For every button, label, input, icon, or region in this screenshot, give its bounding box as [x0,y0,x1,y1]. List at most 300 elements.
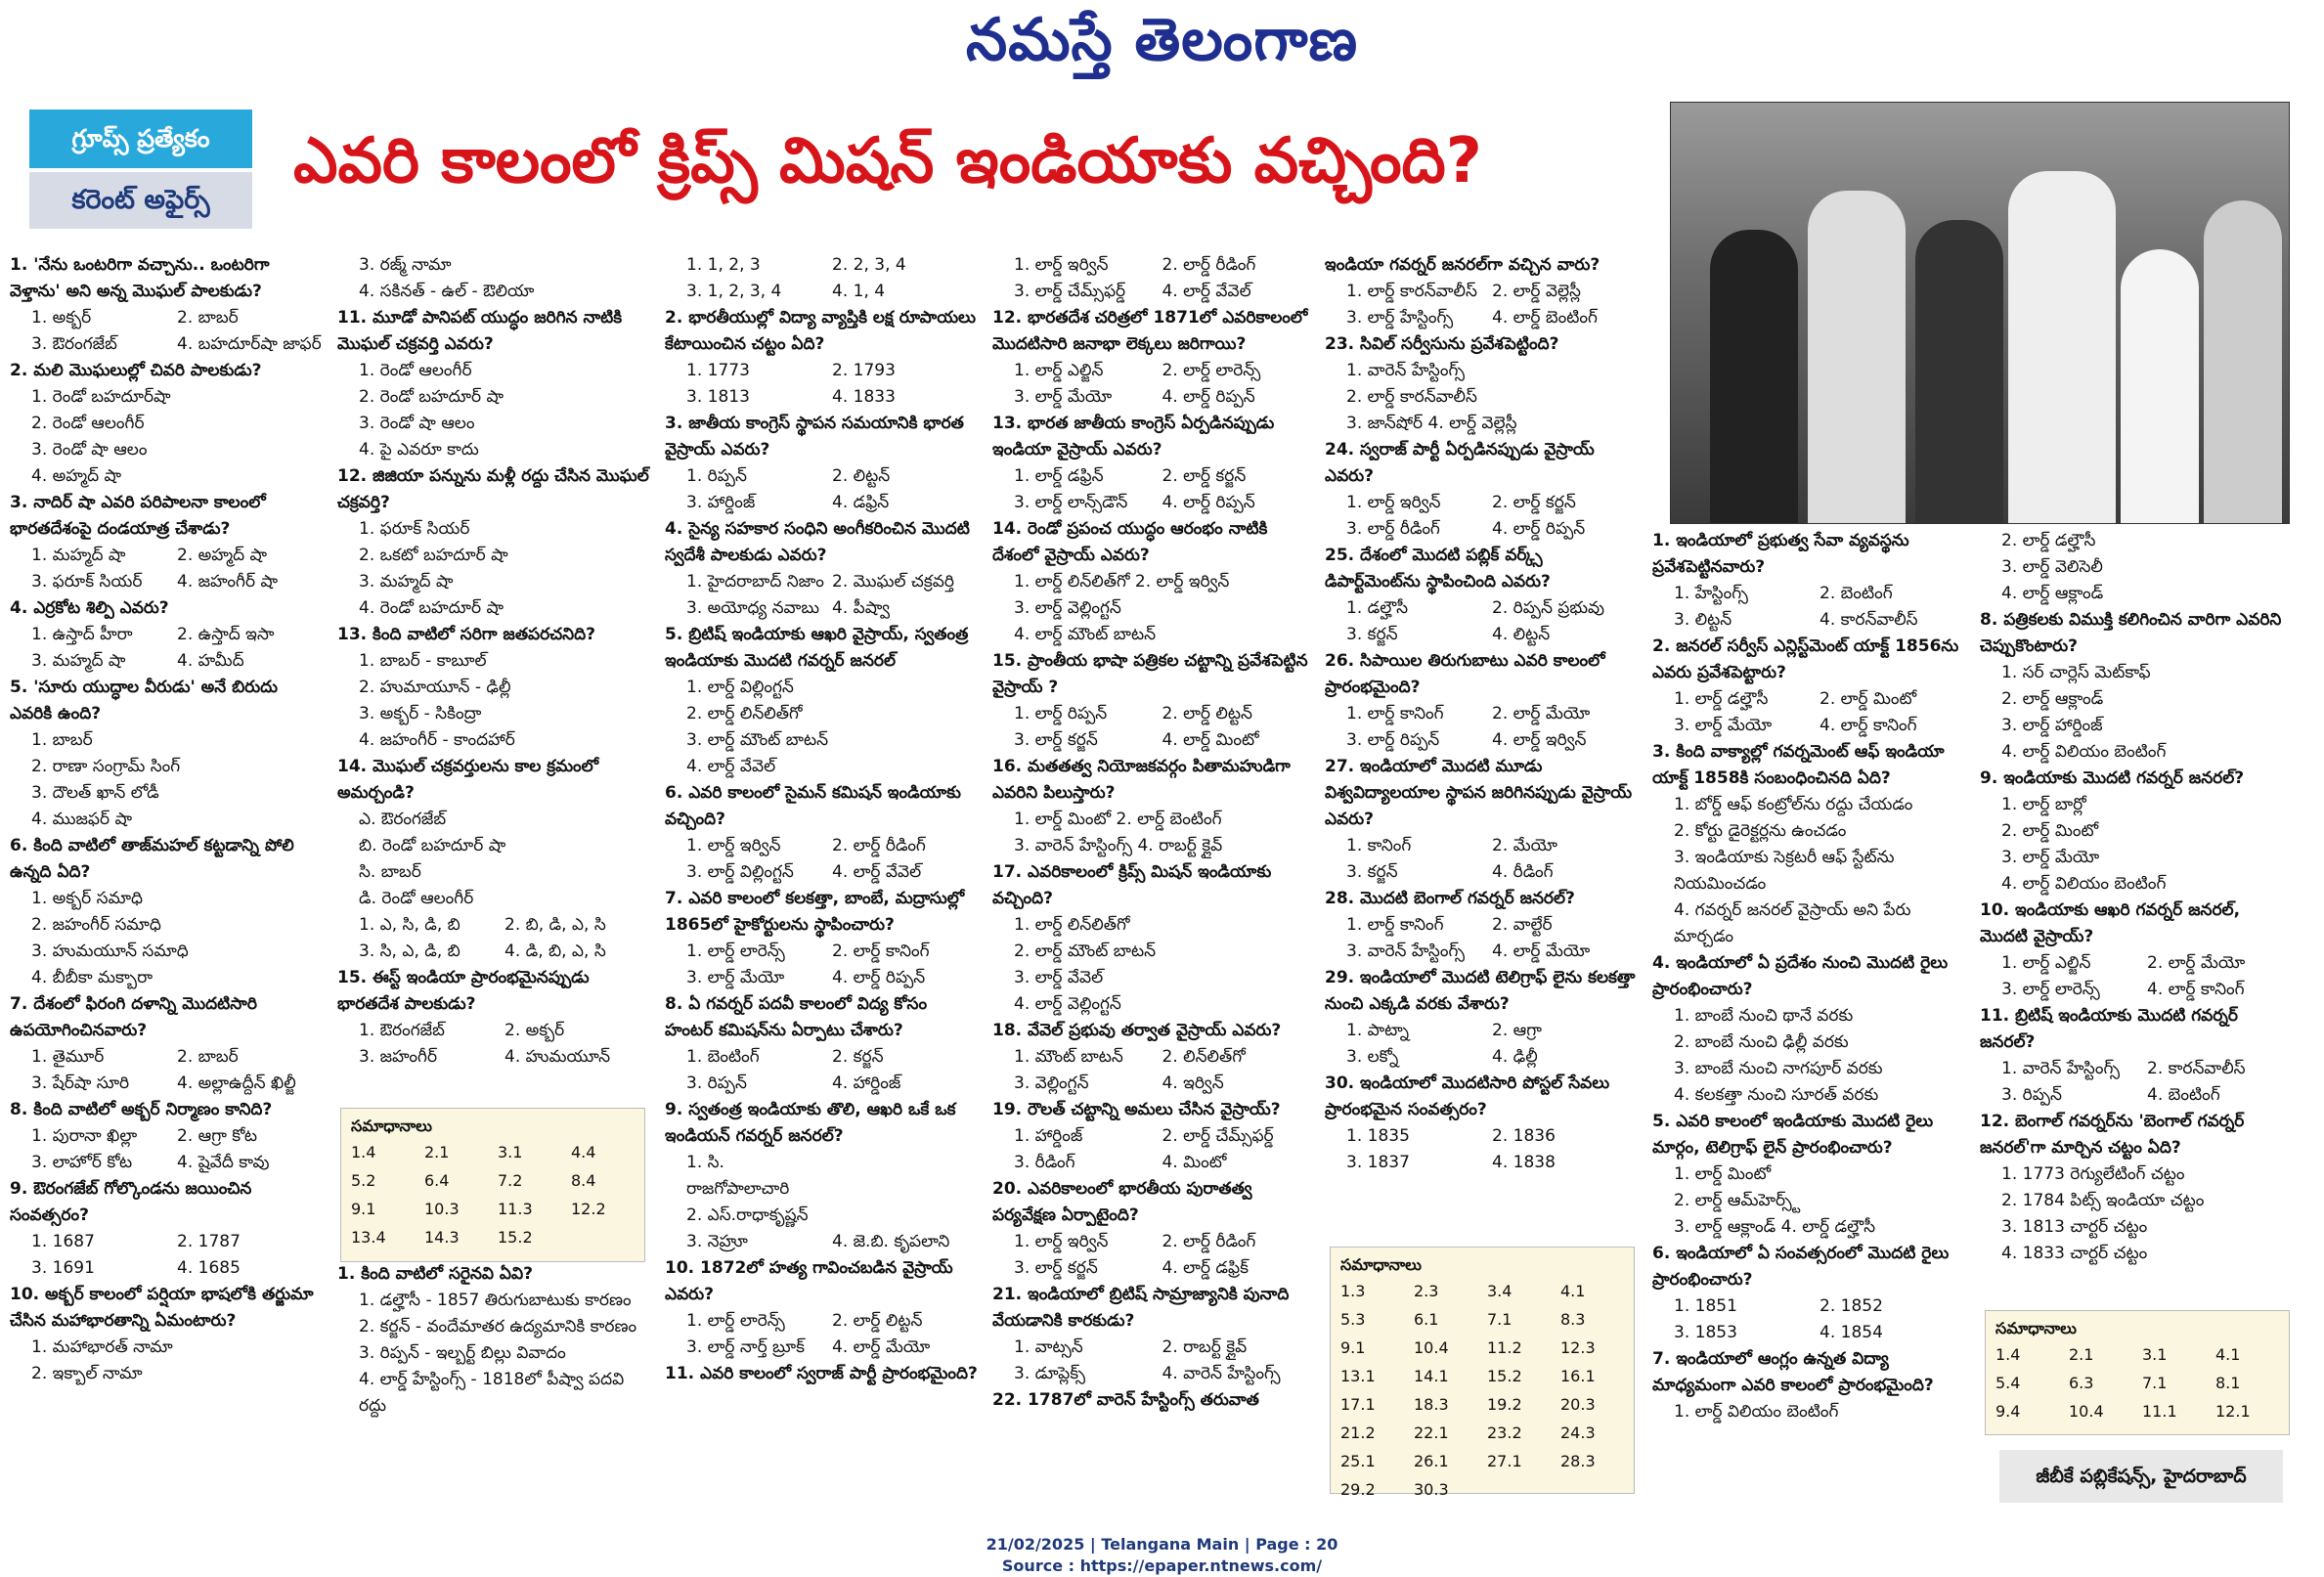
question-column-4 [992,252,1310,1523]
option: 4. లార్డ్ విలియం బెంటింగ్ [2001,874,2167,894]
option: 3. ఫరూక్ సియర్ [31,572,143,591]
option: 1. ఎ, సి, డి, బి [359,915,460,935]
option: 3. లార్డ్ కర్జన్ [1014,1258,1098,1278]
option: 2. లార్డ్ రీడింగ్ [1162,255,1256,275]
option: 3. లార్డ్ కర్జన్ [1014,730,1098,750]
answer-cell: 14.3 [424,1228,460,1247]
question-item [337,912,650,965]
option: 2. 1787 [177,1232,241,1251]
option: 1. హార్డింజ్ [1014,1126,1083,1146]
question-item [992,859,1310,1018]
question-text: 26. సిపాయిల తిరుగుబాటు ఎవరి కాలంలో ప్రారంభమైంది? [1325,651,1605,697]
option: 2. ఒకటో బహదూర్ షా [359,546,508,565]
option: 4. డి, బి, ఎ, సి [504,942,606,961]
option: 2. లిట్టన్ [832,466,891,486]
option: 4. 1833 చార్టర్ చట్టం [2001,1244,2148,1263]
option: 1. లార్డ్ రిప్పన్ [1014,704,1108,723]
option [832,1203,978,1229]
answer-cell: 18.3 [1414,1395,1449,1414]
question-text: 20. ఎవరికాలంలో భారతీయ పురాతత్వ పర్యవేక్షణ ఏర్పాటైంది? [992,1179,1252,1225]
option: 2. లార్డ్ రీడింగ్ [1162,1232,1256,1251]
question-item [337,305,650,463]
option: 3. లార్డ్ మేయో [2001,848,2100,867]
question-item [10,991,323,1097]
question-column-3 [665,252,978,1523]
option: 3. లార్డ్ మేయో [1014,387,1113,407]
question-text: 5. 'సూరు యుద్ధాల వీరుడు' అనే బిరుదు ఎవరికి ఉంది? [10,678,279,723]
answer-cell: 5.3 [1340,1310,1366,1329]
question-item [10,675,323,833]
option: 1. లార్డ్ కారన్‌వాలీస్ [1346,282,1477,301]
answer-cell: 28.3 [1560,1452,1596,1470]
option: 4. ఇర్విన్ [1162,1073,1224,1093]
option: 2. కోర్టు డైరెక్టర్లను ఉంచడం [1674,821,1847,841]
answer-cell: 10.3 [424,1200,460,1218]
question-text: 19. రౌలత్ చట్టాన్ని అమలు చేసిన వైస్రాయ్? [992,1100,1281,1119]
option: 1. లార్డ్ ఇర్విన్ [1014,255,1109,275]
option: 4. లార్డ్ రిప్పన్ [1162,387,1255,407]
question-text: 28. మొదటి బెంగాల్ గవర్నర్ జనరల్? [1325,889,1575,908]
answer-cell: 9.4 [1995,1402,2021,1421]
option: 3. లార్డ్ హార్డింజ్ [2001,716,2103,735]
option: 1. హైదరాబాద్ నిజాం [686,572,824,591]
option: 1. లార్డ్ విలియం బెంటింగ్ [1674,1402,1839,1422]
question-item [992,516,1310,648]
answer-cell: 4.4 [571,1143,596,1161]
answer-cell: 12.1 [2215,1402,2251,1421]
option: 2. అక్బర్ [504,1021,565,1040]
question-item [1652,528,1965,634]
option: 4. లార్డ్ మౌంట్ బాటన్ [1014,625,1157,644]
question-text: 25. దేశంలో మొదటి పబ్లిక్ వర్క్స్ డిపార్ట్‌మెంట్‌ను స్థాపించింది ఎవరు? [1325,546,1551,591]
answer-cell: 23.2 [1487,1424,1522,1442]
question-column-6 [1652,528,1965,1523]
option: 4. బీబీకా మక్బారా [31,968,153,987]
answer-cell: 15.2 [1487,1367,1522,1385]
question-text: 17. ఎవరికాలంలో క్రిప్స్ మిషన్ ఇండియాకు వచ్చింది? [992,862,1272,908]
option: 4. సకినత్ - ఉల్ - ఔలియా [359,282,535,301]
question-item [665,1097,978,1255]
option: 4. లార్డ్ వేవెల్ [1162,282,1251,301]
question-text: 11. బ్రిటిష్ ఇండియాకు మొదటి గవర్నర్ జనరల్? [1980,1006,2238,1052]
option: 3. లక్నో [1346,1047,1399,1067]
option: 3. జాన్‌షోర్ 4. లార్డ్ వెల్లెస్లీ [1346,414,1517,433]
question-item [1325,543,1638,648]
option: 4. లార్డ్ మింటో [1162,730,1259,750]
option: 3. వెల్లింగ్టన్ [1014,1073,1089,1093]
question-text: 11. మూడో పానిపట్ యుద్ధం జరిగిన నాటికి మొఘల్ చక్రవర్తి ఎవరు? [337,308,623,354]
option: 3. అక్బర్ - సికింద్రా [359,704,482,723]
option: 4. మింటో [1162,1153,1227,1172]
option: 2. లార్డ్ మేయో [1492,704,1591,723]
answer-cell: 30.3 [1414,1480,1449,1499]
option: 1. లార్డ్ డల్హౌసీ [1674,689,1769,709]
option: 1. బోర్డ్ ఆఫ్ కంట్రోల్‌ను రద్దు చేయడం [1674,795,1913,814]
option: 1. లార్డ్ డఫ్రిన్ [1014,466,1104,486]
option: 2. 1784 పిట్స్ ఇండియా చట్టం [2001,1191,2205,1210]
option: 2. బి, డి, ఎ, సి [504,915,606,935]
option: 1. లార్డ్ లిన్‌లిత్‌గో [1014,915,1130,935]
question-text: 1. కింది వాటిలో సరైనవి ఏవి? [337,1264,533,1284]
option: 3. లార్డ్ వేవెల్ [1014,968,1104,987]
question-item [665,1361,978,1387]
question-item [665,622,978,780]
option: 2. లార్డ్ లిట్టన్ [1162,704,1252,723]
question-text: 9. ఔరంగజేబ్ గోల్కొండను జయించిన సంవత్సరం? [10,1179,252,1225]
option: 1. 1773 రెగ్యులేటింగ్ చట్టం [2001,1164,2185,1184]
option: 1. వారెన్ హేస్టింగ్స్ [1346,361,1466,380]
question-text: 13. కింది వాటిలో సరిగా జతపరచనిది? [337,625,595,644]
question-item [1980,607,2293,766]
option: 4. 1, 4 [832,282,886,301]
question-text: 14. మొఘల్ చక్రవర్తులను కాల క్రమంలో అమర్చండి? [337,757,599,803]
answer-cell: 11.2 [1487,1338,1522,1357]
answer-cell: 8.3 [1560,1310,1586,1329]
option: 4. లార్డ్ డఫ్రిక్ [1162,1258,1249,1278]
option: 2. ఇక్బాల్ నామా [31,1364,143,1383]
question-text: 7. దేశంలో ఫిరంగి దళాన్ని మొదటిసారి ఉపయోగించినవారు? [10,994,257,1040]
option: 4. పై ఎవరూ కాదు [359,440,479,460]
option: 1. లార్డ్ ఇర్విన్ [686,836,781,855]
option: 3. లార్డ్ లాన్స్‌డౌన్ [1014,493,1128,512]
footer-source-line: Source : https://epaper.ntnews.com/ [1001,1556,1323,1575]
option: 2. 1793 [832,361,896,380]
option: 2. మొఘల్ చక్రవర్తి [832,572,954,591]
answer-cell: 8.4 [571,1171,596,1190]
question-item [1980,766,2293,898]
option: 1. మహాభారత్ నామా [31,1337,173,1357]
option: 2. బాంబే నుంచి ఢిల్లీ వరకు [1674,1032,1849,1052]
option: 2. ఆగ్రా [1492,1021,1542,1040]
question-text: 10. 1872లో హత్య గావించబడిన వైస్రాయ్ ఎవరు? [665,1258,953,1304]
question-item [665,1255,978,1361]
option: 1. బాబర్ - కాబూల్ [359,651,487,671]
option: 3. లార్డ్ ఆక్లాండ్ 4. లార్డ్ డల్హౌసీ [1674,1217,1876,1237]
answer-cell: 21.2 [1340,1424,1376,1442]
question-text: 3. జాతీయ కాంగ్రెస్ స్థాపన సమయానికి భారత వైస్రాయ్ ఎవరు? [665,414,964,460]
option: 1. డల్హౌసీ - 1857 తిరుగుబాటుకు కారణం [359,1291,632,1310]
option: 4. రెండో బహదూర్ షా [359,598,504,618]
question-text: 5. బ్రిటిష్ ఇండియాకు ఆఖరి వైస్రాయ్, స్వతంత్ర ఇండియాకు మొదటి గవర్నర్ జనరల్ [665,625,969,671]
question-text: 10. అక్బర్ కాలంలో పర్షియా భాషలోకి తర్జుమా చేసిన మహాభారతాన్ని ఏమంటారు? [10,1285,314,1331]
answer-cell: 5.2 [351,1171,376,1190]
answer-cell: 7.2 [498,1171,523,1190]
question-item [10,1176,323,1282]
question-text: 29. ఇండియాలో మొదటి టెలిగ్రాఫ్ లైను కలకత్తా నుంచి ఎక్కడి వరకు వేశారు? [1325,968,1636,1014]
option: 4. 1854 [1820,1323,1883,1342]
option: 2. ఆగ్రా కోట [177,1126,257,1146]
option: 3. షేర్‌షా సూరి [31,1073,130,1093]
option: 4. డఫ్రిన్ [832,493,890,512]
question-item [1980,1003,2293,1109]
question-column-5 [1325,252,1638,1240]
question-item [992,1387,1310,1414]
option: 4. కలకత్తా నుంచి సూరత్ వరకు [1674,1085,1879,1105]
option: 3. 1813 [686,387,750,407]
masthead-title: నమస్తే తెలంగాణ [965,6,1359,74]
question-item [10,1097,323,1176]
question-text: 6. కింది వాటిలో తాజ్‌మహల్ కట్టడాన్ని పోలి ఉన్నది ఏది? [10,836,294,882]
option: 3. లిట్టన్ [1674,610,1732,630]
option: 4. షైవేదీ కావు [177,1153,270,1172]
question-item [992,754,1310,859]
answer-cell: 1.4 [351,1143,376,1161]
question-text: 9. స్వతంత్ర ఇండియాకు తొలి, ఆఖరి ఒకే ఒక ఇండియన్ గవర్నర్ జనరల్? [665,1100,956,1146]
answer-cell: 26.1 [1414,1452,1449,1470]
answer-cell: 3.4 [1487,1282,1513,1300]
question-item [337,965,650,1071]
answer-cell: 5.4 [1995,1374,2021,1392]
question-item [665,411,978,516]
question-text: 4. సైన్య సహకార సంధిని అంగీకరించిన మొదటి స్వదేశీ పాలకుడు ఎవరు? [665,519,970,565]
option: 4. లార్డ్ మేయో [1492,942,1591,961]
option: 4. లార్డ్ రిప్పన్ [1492,519,1586,539]
option: 3. లార్డ్ హేస్టింగ్స్ [1346,308,1454,328]
question-text: 7. ఇండియాలో ఆంగ్లం ఉన్నత విద్యా మాధ్యమంగా ఎవరి కాలంలో ప్రారంభమైంది? [1652,1349,1934,1395]
question-text: 8. పత్రికలకు విముక్తి కలిగించిన వారిగా ఎవరిని చెప్పుకొంటారు? [1980,610,2282,656]
question-column-1 [10,252,323,1523]
option: 2. కర్జన్ [832,1047,884,1067]
question-text: 15. ప్రాంతీయ భాషా పత్రికల చట్టాన్ని ప్రవేశపెట్టిన వైస్రాయ్ ? [992,651,1308,697]
option: 2. 1852 [1820,1296,1883,1316]
answer-key-title: సమాధానాలు [351,1117,432,1135]
option: 4. లార్డ్ ఇర్విన్ [1492,730,1587,750]
question-text: 10. ఇండియాకు ఆఖరి గవర్నర్ జనరల్, మొదటి వైస్రాయ్? [1980,900,2241,946]
option: ఎ. ఔరంగజేబ్ [359,810,447,829]
option: బి. రెండో బహదూర్ షా [359,836,506,855]
option: 4. 1685 [177,1258,241,1278]
option: 1. లార్డ్ కానింగ్ [1346,915,1444,935]
option: 1. డల్హౌసీ [1346,598,1409,618]
option: 1. మౌంట్ బాటన్ [1014,1047,1123,1067]
answer-cell: 20.3 [1560,1395,1596,1414]
option: 2. లార్డ్ కానింగ్ [832,942,930,961]
option: 1. లార్డ్ మింటో [1674,1164,1772,1184]
option: 3. నెహ్రూ [686,1232,748,1251]
option: 3. రెండో షా ఆలం [359,414,475,433]
option: 3. వారెన్ హేస్టింగ్స్ 4. రాబర్ట్ క్లైవ్ [1014,836,1223,855]
option: 1. వాట్సన్ [1014,1337,1083,1357]
question-item [1325,252,1638,331]
option: 3. రజ్మ్ నామా [359,255,452,275]
option: 3. రిప్పన్ - ఇల్బర్ట్ బిల్లు వివాదం [359,1343,566,1363]
option: 4. లార్డ్ రిప్పన్ [1162,493,1255,512]
answer-cell: 7.1 [2142,1374,2168,1392]
option: 1. అక్బర్ [31,308,92,328]
option: 1. 1, 2, 3 [686,255,761,275]
question-item [10,1282,323,1387]
option: 2. బెంటింగ్ [1820,584,1893,603]
answer-cell: 11.3 [498,1200,533,1218]
option: 3. 1691 [31,1258,95,1278]
option: 4. లిట్టన్ [1492,625,1551,644]
option: సి. బాబర్ [359,862,421,882]
option: 1. కానింగ్ [1346,836,1412,855]
question-text: 3. కింది వాక్యాల్లో గవర్నమెంట్ ఆఫ్ ఇండియా యాక్ట్ 1858కి సంబంధించినది ఏది? [1652,742,1945,788]
question-item [1980,528,2293,607]
option: 1. లార్డ్ బార్లో [2001,795,2086,814]
option: 4. లార్డ్ వేవెల్ [686,757,776,776]
option: 2. లార్డ్ డల్హౌసీ [2001,531,2096,550]
option: 2. లార్డ్ ఆక్లాండ్ [2001,689,2104,709]
question-text: 11. ఎవరి కాలంలో స్వరాజ్ పార్టీ ప్రారంభమైంది? [665,1364,978,1383]
answer-cell: 16.1 [1560,1367,1596,1385]
question-item [1652,950,1965,1109]
publisher-credit: జీబీకే పబ్లికేషన్స్, హైదరాబాద్ [1999,1450,2283,1503]
option: 4. జహంగీర్ షా [177,572,278,591]
question-text: 4. ఎర్రకోట శిల్పి ఎవరు? [10,598,169,618]
option: 4. జె.బి. కృపలాని [832,1232,950,1251]
option: 1. సి. రాజగోపాలాచారి [686,1153,790,1199]
option: 1. తైమూర్ [31,1047,105,1067]
option: 1. లార్డ్ లారెన్స్ [686,942,785,961]
option: 2. రిప్పన్ ప్రభువు [1492,598,1604,618]
question-column-2 [337,252,650,1083]
option: 1. సర్ చార్లెస్ మెట్‌కాఫ్ [2001,663,2151,682]
question-text: 5. ఎవరి కాలంలో ఇండియాకు మొదటి రైలు మార్గం, టెలిగ్రాఫ్ లైన్ ప్రారంభించారు? [1652,1112,1934,1158]
masthead [0,6,2324,76]
option: 2. లార్డ్ చేమ్స్‌ఫర్డ్ [1162,1126,1274,1146]
option: 1. 1687 [31,1232,95,1251]
option: 4. ముజఫర్ షా [31,810,133,829]
option: 3. సి, ఎ, డి, బి [359,942,460,961]
question-column-7 [1980,528,2293,1310]
option: 2. లార్డ్ కారన్‌వాలీస్ [1346,387,1477,407]
question-text: 1. 'నేను ఒంటరిగా వచ్చాను.. ఒంటరిగా వెళ్తాను' అని అన్న మొఘల్ పాలకుడు? [10,255,270,301]
answer-cell: 25.1 [1340,1452,1376,1470]
question-item [1325,754,1638,886]
headline: ఎవరి కాలంలో క్రిప్స్ మిషన్ ఇండియాకు వచ్చింది? [293,125,1482,197]
option: 4. లార్డ్ విలియం బెంటింగ్ [2001,742,2167,762]
question-item [665,991,978,1097]
answer-cell: 12.3 [1560,1338,1596,1357]
answer-cell: 14.1 [1414,1367,1449,1385]
answer-cell: 7.1 [1487,1310,1513,1329]
option [832,1150,978,1203]
option: 3. ఔరంగజేబ్ [31,334,117,354]
option: 1. ఔరంగజేబ్ [359,1021,445,1040]
answer-cell: 17.1 [1340,1395,1376,1414]
question-text: 3. నాదిర్ షా ఎవరి పరిపాలనా కాలంలో భారతదేశంపై దండయాత్ర చేశాడు? [10,493,266,539]
answer-cell: 29.2 [1340,1480,1376,1499]
section-tag-top: గ్రూప్స్ ప్రత్యేకం [29,110,252,168]
option: 3. రెండో షా ఆలం [31,440,148,460]
answer-cell: 27.1 [1487,1452,1522,1470]
option: 2. లార్డ్ లిన్‌లిత్‌గో [686,704,803,723]
option: 1. రిప్పన్ [686,466,747,486]
question-item [665,886,978,991]
answer-cell: 4.1 [2215,1345,2241,1364]
option: 3. లార్డ్ వెల్లింగ్టన్ [1014,598,1121,618]
answer-cell: 10.4 [2069,1402,2104,1421]
answer-cell: 6.3 [2069,1374,2094,1392]
option: 2. లార్డ్ వెల్లెస్లీ [1492,282,1581,301]
answer-cell: 2.3 [1414,1282,1439,1300]
option: 4. హమీద్ [177,651,244,671]
option: 4. హుమయూన్ [504,1047,611,1067]
option: 2. లార్డ్ లారెన్స్ [1162,361,1261,380]
option: 1. లార్డ్ ఎల్జిన్ [1014,361,1104,380]
question-item [337,622,650,754]
option: 3. లార్డ్ నార్త్ బ్రూక్ [686,1337,806,1357]
question-item [1325,1071,1638,1176]
option: 2. లార్డ్ లిట్టన్ [832,1311,923,1331]
answer-cell: 2.1 [2069,1345,2094,1364]
option: 2. రెండో ఆలంగీర్ [31,414,145,433]
answer-cell: 8.1 [2215,1374,2241,1392]
section-tag-bottom: కరెంట్ అఫైర్స్ [29,172,252,229]
option: 4. లార్డ్ కానింగ్ [2147,980,2245,999]
option: 2. లార్డ్ మేయో [2147,953,2246,973]
question-text: 2. భారతీయుల్లో విద్యా వ్యాప్తికి లక్ష రూపాయలు కేటాయించిన చట్టం ఏది? [665,308,976,354]
answer-cell: 9.1 [1340,1338,1366,1357]
answer-cell: 3.1 [498,1143,523,1161]
answer-cell: 2.1 [424,1143,450,1161]
option: 4. ఢిల్లీ [1492,1047,1538,1067]
answer-cell: 9.1 [351,1200,376,1218]
question-item [1325,886,1638,965]
option: 4. లార్డ్ మేయో [832,1337,931,1357]
question-item [665,252,978,305]
option: 4. వారెన్ హేస్టింగ్స్ [1162,1364,1281,1383]
option: 3. మహ్మద్ షా [31,651,126,671]
question-item [1325,437,1638,543]
option: 1. లార్డ్ ఇర్విన్ [1014,1232,1109,1251]
option: 1. 1773 [686,361,750,380]
option: 2. 2, 3, 4 [832,255,906,275]
option: 1. లార్డ్ మింటో 2. లార్డ్ బెంటింగ్ [1014,810,1222,829]
option: 1. బాబర్ [31,730,93,750]
question-text: 18. వేవెల్ ప్రభువు తర్వాత వైస్రాయ్ ఎవరు? [992,1021,1282,1040]
option: 2. జహంగీర్ సమాధి [31,915,161,935]
question-item [992,411,1310,516]
option: 4. అహ్మద్ షా [31,466,122,486]
question-item [10,595,323,675]
option: 3. లార్డ్ రిప్పన్ [1346,730,1440,750]
option: 2. రెండో బహదూర్ షా [359,387,504,407]
option: 2. లార్డ్ మింటో [2001,821,2099,841]
option: 1. అక్బర్ సమాధి [31,889,144,908]
option: 3. హుమయూన్ సమాధి [31,942,189,961]
option: 3. హార్డింజ్ [686,493,756,512]
question-item [10,490,323,595]
answer-key-1 [340,1108,645,1262]
question-text: 9. ఇండియాకు మొదటి గవర్నర్ జనరల్? [1980,768,2245,788]
option: 4. బహదూర్‌షా జాఫర్ [177,334,322,354]
option: 3. ఇండియాకు సెక్రటరీ ఆఫ్ స్టేట్‌ను నియమించడం [1674,848,1895,894]
option: 3. లార్డ్ విల్లింగ్టన్ [686,862,794,882]
question-item [992,252,1310,305]
question-text: 7. ఎవరి కాలంలో కలకత్తా, బాంబే, మద్రాసుల్లో 1865లో హైకోర్టులను స్థాపించారు? [665,889,965,935]
question-item [1652,1241,1965,1346]
option: 2. కారన్‌వాలీస్ [2147,1059,2246,1078]
option: 2. లార్డ్ కర్జన్ [1162,466,1247,486]
option: 3. లార్డ్ వెలిసెలీ [2001,557,2103,577]
answer-key-title: సమాధానాలు [1995,1319,2077,1337]
question-item [665,780,978,886]
option: 1. రెండో ఆలంగీర్ [359,361,472,380]
question-item [1652,1109,1965,1241]
question-item [992,1097,1310,1176]
question-text: 30. ఇండియాలో మొదటిసారి పోస్టల్ సేవలు ప్రారంభమైన సంవత్సరం? [1325,1073,1610,1119]
option: 3. లాహోర్ కోట [31,1153,133,1172]
option: 1. రెండో బహదూర్‌షా [31,387,171,407]
question-text: 13. భారత జాతీయ కాంగ్రెస్ ఏర్పడినప్పుడు ఇండియా వైస్రాయ్ ఎవరు? [992,414,1275,460]
question-item [992,305,1310,411]
option: 1. లార్డ్ లారెన్స్ [686,1311,785,1331]
option: 2. లార్డ్ రీడింగ్ [832,836,926,855]
answer-cell: 19.2 [1487,1395,1522,1414]
